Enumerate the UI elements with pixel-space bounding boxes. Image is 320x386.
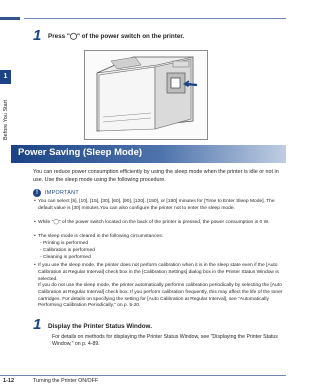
footer-rule [0, 375, 286, 376]
important-subitem: - Printing is performed [40, 241, 89, 246]
important-bullet: • If you use the sleep mode, the printer does not perform calibration when it is in the sleep state even if the [Auto Calibration at Regular Interval] check box in the [Calibration Settings] dialog box in the Printer Status Window is selected. [38, 263, 285, 283]
important-bullet: • While "◯" of the power switch located on the back of the printer is pressed, the power consumption is 0 W. [38, 220, 285, 227]
footer-title: Turning the Printer ON/OFF [33, 378, 99, 384]
important-heading [33, 189, 79, 197]
step-instruction: Press "◯" of the power switch on the printer. [48, 33, 185, 40]
step-title: Display the Printer Status Window. [48, 323, 152, 330]
intro-paragraph: You can reduce power consumption efficiently by using the sleep mode when the printer is idle or not in use. Use the sleep mode using the following procedure. [33, 169, 279, 183]
important-icon: ! [33, 189, 41, 197]
header-accent-bar [0, 17, 20, 20]
important-subitem: - Cleaning is performed [40, 255, 91, 260]
important-bullet: • The sleep mode is cleared in the following circumstances: [38, 234, 285, 241]
page-number: 1-12 [3, 378, 15, 384]
section-title: Power Saving (Sleep Mode) [18, 147, 143, 158]
printer-illustration [84, 50, 208, 140]
step-detail: For details on methods for displaying the Printer Status Window, see "Displaying the Printer Status Window," on p. 4-89. [52, 334, 278, 348]
header-rule [24, 18, 286, 19]
important-subitem: - Calibration is performed [40, 248, 95, 253]
important-continuation: If you do not use the sleep mode, the printer automatically performs calibration periodically by selecting the [Auto Calibration at Regular Interval] check box. If you perform calibration frequently, this may affect the life of the toner cartridges. For details on specifying the setting for [Auto Calibration at Regular Interval], see "Automatically Performing Calibration Periodically," on p. 5-20. [38, 283, 283, 309]
printer-drawing [85, 51, 207, 139]
important-bullet: • You can select [5], [10], [15], [30], [60], [90], [120], [150], or [180] minutes for [Time to Enter Sleep Mode]. The default value is [30] minutes.You can also configure the printer not to enter the sleep mode. [38, 199, 285, 213]
chapter-tab-label: Before You Start [3, 99, 9, 141]
important-label: IMPORTANT [45, 190, 79, 196]
step-number: 1 [33, 27, 42, 44]
step-number: 1 [33, 316, 42, 333]
chapter-tab: 1 [0, 70, 11, 84]
